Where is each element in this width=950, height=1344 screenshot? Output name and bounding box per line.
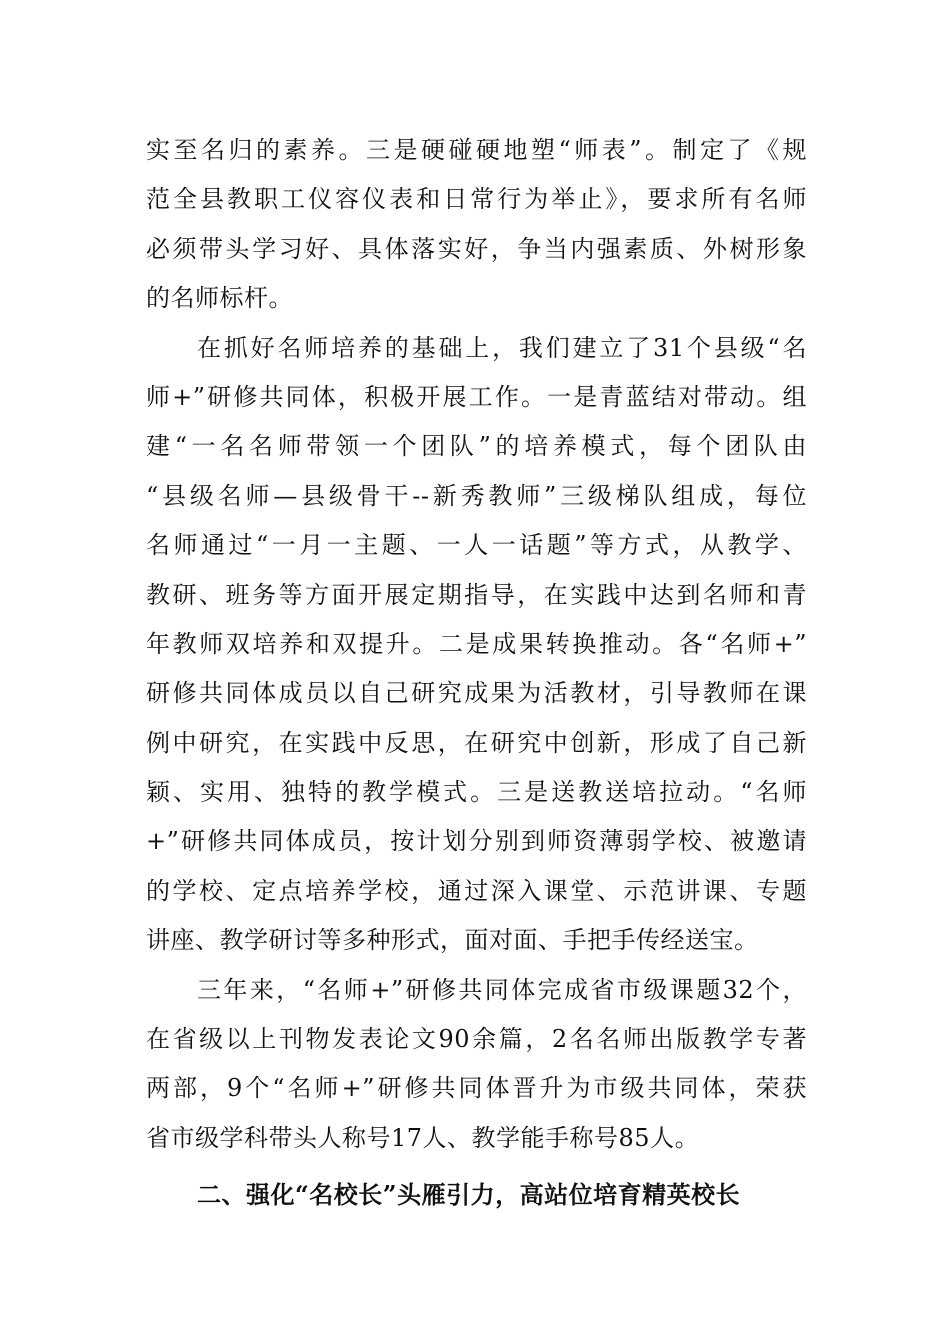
paragraph xyxy=(146,324,807,966)
text-line: 讲座、教学研讨等多种形式，面对面、手把手传经送宝。 xyxy=(146,926,759,955)
paragraph xyxy=(146,966,807,1164)
section-heading: 二、强化“名校长”头雁引力，高站位培育精英校长 xyxy=(197,1180,741,1210)
text-line: 实至名归的素养。三是硬碰硬地塑“师表”。制定了《规 xyxy=(146,136,807,164)
paragraph xyxy=(146,126,807,324)
text-line: 的学校、定点培养学校，通过深入课堂、示范讲课、专题 xyxy=(146,876,807,905)
text-line: “县级名师—县级骨干--新秀教师”三级梯队组成，每位 xyxy=(146,481,807,510)
text-line: 例中研究，在实践中反思，在研究中创新，形成了自己新 xyxy=(146,728,807,757)
text-line: +”研修共同体成员，按计划分别到师资薄弱学校、被邀请 xyxy=(146,827,807,856)
text-line: 年教师双培养和双提升。二是成果转换推动。各“名师+” xyxy=(146,629,807,658)
text-line: 的名师标杆。 xyxy=(146,284,293,313)
text-line: 省市级学科带头人称号17人、教学能手称号85人。 xyxy=(146,1123,700,1152)
text-line: 研修共同体成员以自己研究成果为活教材，引导教师在课 xyxy=(146,679,807,708)
document-body xyxy=(146,126,807,1220)
text-line: 范全县教职工仪容仪表和日常行为举止》，要求所有名师 xyxy=(146,185,807,214)
text-line: 教研、班务等方面开展定期指导，在实践中达到名师和青 xyxy=(146,580,807,609)
text-line: 名师通过“一月一主题、一人一话题”等方式，从教学、 xyxy=(146,531,807,560)
text-line: 在抓好名师培养的基础上，我们建立了31个县级“名 xyxy=(197,333,807,362)
text-line: 两部，9个“名师+”研修共同体晋升为市级共同体，荣获 xyxy=(146,1074,807,1103)
text-line: 必须带头学习好、具体落实好，争当内强素质、外树形象 xyxy=(146,234,807,263)
text-line: 三年来，“名师+”研修共同体完成省市级课题32个， xyxy=(197,975,807,1004)
text-line: 在省级以上刊物发表论文90余篇，2名名师出版教学专著 xyxy=(146,1025,807,1054)
text-line: 建“一名名师带领一个团队”的培养模式，每个团队由 xyxy=(146,432,807,461)
text-line: 颖、实用、独特的教学模式。三是送教送培拉动。“名师 xyxy=(146,778,807,807)
text-line: 师+”研修共同体，积极开展工作。一是青蓝结对带动。组 xyxy=(146,382,807,411)
